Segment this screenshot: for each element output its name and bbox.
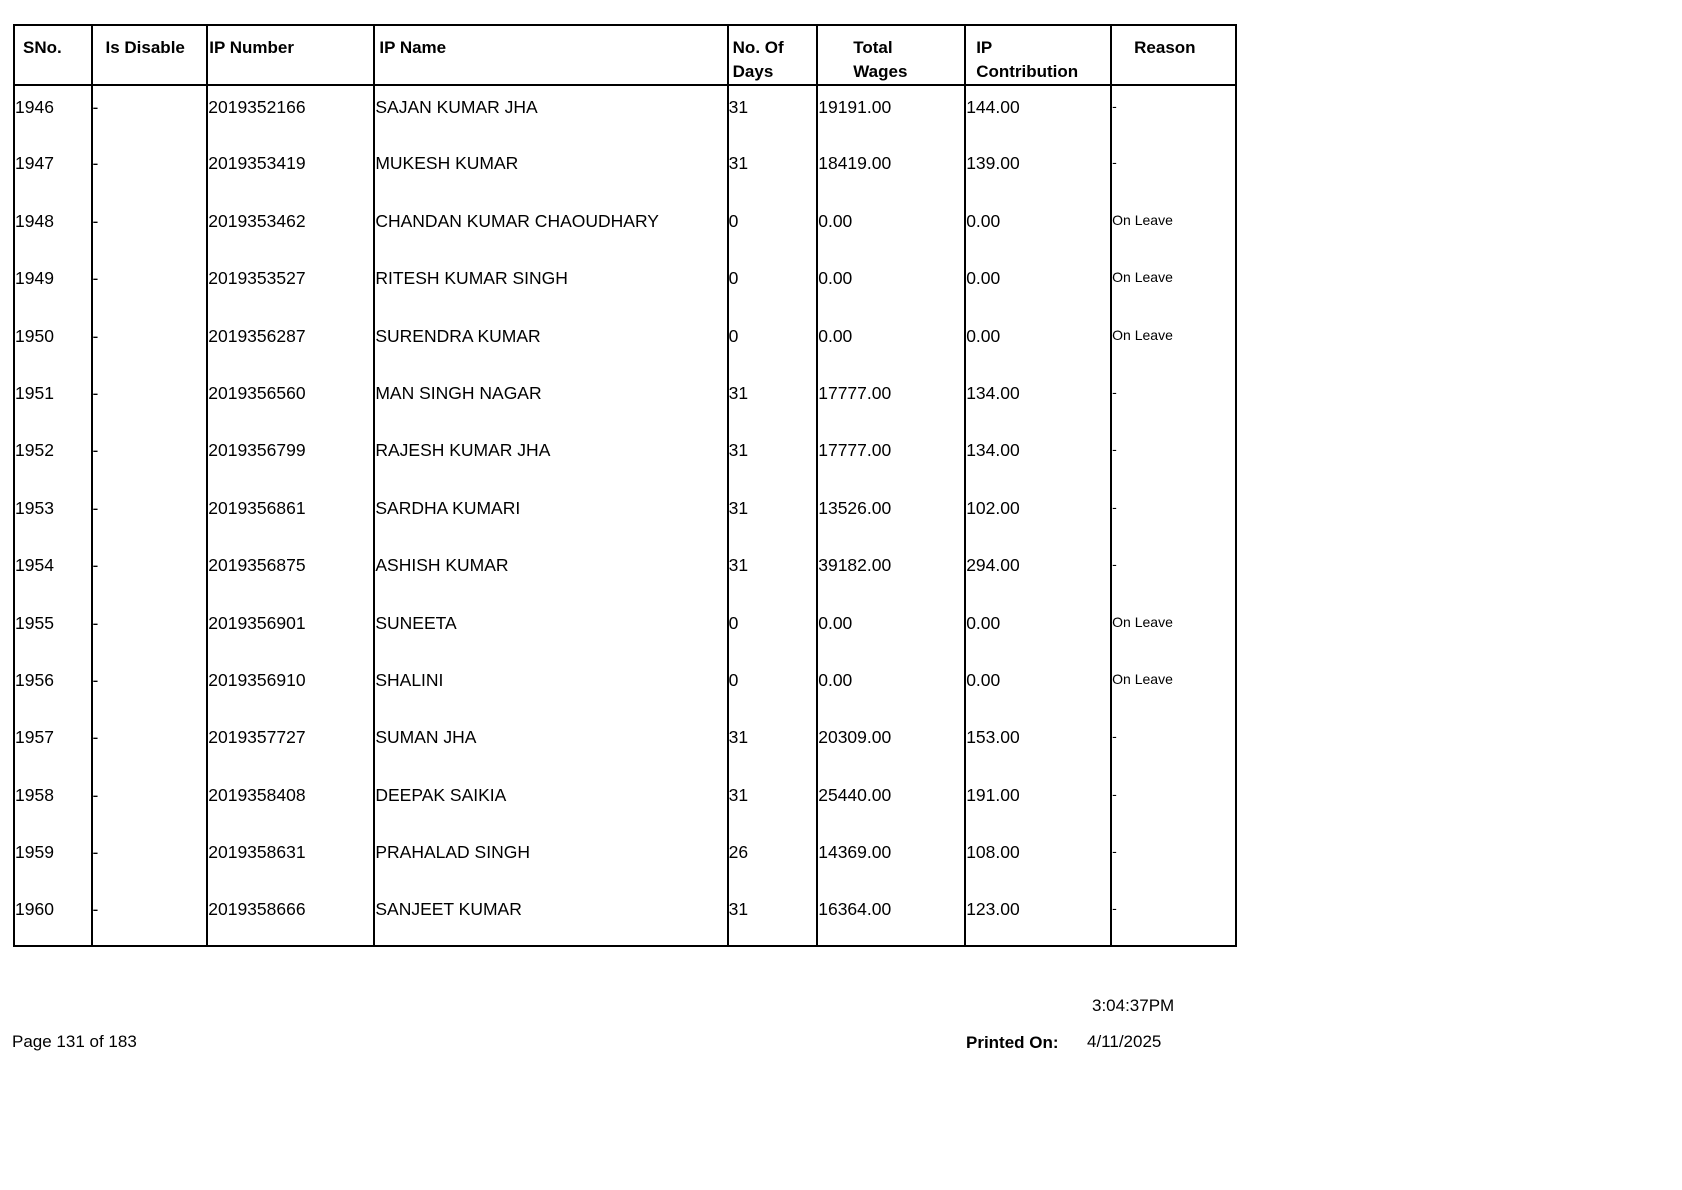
- cell-is-disable: -: [92, 429, 208, 486]
- cell-ip-name: SARDHA KUMARI: [374, 487, 727, 544]
- cell-reason: On Leave: [1111, 257, 1236, 314]
- cell-ip-number: 2019356560: [207, 372, 374, 429]
- cell-sno: 1950: [14, 315, 92, 372]
- header-sno: [14, 25, 92, 85]
- cell-days: 0: [728, 315, 818, 372]
- cell-reason: On Leave: [1111, 315, 1236, 372]
- cell-is-disable: -: [92, 831, 208, 888]
- cell-is-disable: -: [92, 544, 208, 601]
- header-contrib-line2: Contribution: [976, 62, 1079, 81]
- cell-total-wages: 0.00: [817, 200, 965, 257]
- cell-ip-number: 2019356287: [207, 315, 374, 372]
- table-row: [14, 659, 1236, 716]
- header-days: [728, 25, 818, 85]
- table-row: [14, 544, 1236, 601]
- cell-is-disable: -: [92, 257, 208, 314]
- header-ip-contribution: [965, 25, 1111, 85]
- cell-sno: 1951: [14, 372, 92, 429]
- cell-total-wages: 16364.00: [817, 888, 965, 945]
- table-row: [14, 85, 1236, 142]
- table-row: [14, 831, 1236, 888]
- cell-is-disable: -: [92, 659, 208, 716]
- cell-ip-contribution: 0.00: [965, 659, 1111, 716]
- cell-ip-contribution: 139.00: [965, 142, 1111, 199]
- header-wages-line2: Wages: [853, 62, 908, 81]
- cell-days: 31: [728, 85, 818, 142]
- cell-reason: -: [1111, 544, 1236, 601]
- cell-days: 31: [728, 716, 818, 773]
- contribution-table: [13, 24, 1237, 947]
- cell-days: 31: [728, 544, 818, 601]
- table-row: [14, 257, 1236, 314]
- cell-total-wages: 17777.00: [817, 429, 965, 486]
- table-row: [14, 774, 1236, 831]
- header-reason: [1111, 25, 1236, 85]
- header-ip-name-label: IP Name: [379, 38, 447, 57]
- cell-sno: 1956: [14, 659, 92, 716]
- cell-ip-number: 2019356875: [207, 544, 374, 601]
- cell-total-wages: 13526.00: [817, 487, 965, 544]
- cell-sno: 1946: [14, 85, 92, 142]
- cell-ip-name: PRAHALAD SINGH: [374, 831, 727, 888]
- cell-reason: -: [1111, 429, 1236, 486]
- cell-ip-contribution: 144.00: [965, 85, 1111, 142]
- cell-reason: -: [1111, 372, 1236, 429]
- cell-ip-number: 2019353527: [207, 257, 374, 314]
- cell-days: 31: [728, 372, 818, 429]
- cell-reason: -: [1111, 774, 1236, 831]
- header-wages-line1: Total: [853, 38, 893, 57]
- cell-ip-name: CHANDAN KUMAR CHAOUDHARY: [374, 200, 727, 257]
- cell-ip-number: 2019353462: [207, 200, 374, 257]
- cell-days: 0: [728, 659, 818, 716]
- cell-ip-name: SAJAN KUMAR JHA: [374, 85, 727, 142]
- cell-ip-name: MUKESH KUMAR: [374, 142, 727, 199]
- cell-is-disable: -: [92, 487, 208, 544]
- cell-sno: 1952: [14, 429, 92, 486]
- cell-ip-contribution: 294.00: [965, 544, 1111, 601]
- cell-ip-number: 2019353419: [207, 142, 374, 199]
- header-days-line1: No. Of: [732, 38, 784, 57]
- header-ip-number-label: IP Number: [209, 38, 294, 57]
- cell-days: 0: [728, 257, 818, 314]
- table-row: [14, 315, 1236, 372]
- cell-sno: 1960: [14, 888, 92, 945]
- cell-ip-number: 2019356910: [207, 659, 374, 716]
- cell-ip-name: SURENDRA KUMAR: [374, 315, 727, 372]
- cell-ip-number: 2019358631: [207, 831, 374, 888]
- cell-is-disable: -: [92, 315, 208, 372]
- cell-reason: On Leave: [1111, 200, 1236, 257]
- cell-is-disable: -: [92, 372, 208, 429]
- cell-ip-contribution: 134.00: [965, 372, 1111, 429]
- cell-ip-contribution: 0.00: [965, 200, 1111, 257]
- cell-ip-name: ASHISH KUMAR: [374, 544, 727, 601]
- cell-ip-name: SANJEET KUMAR: [374, 888, 727, 945]
- cell-total-wages: 20309.00: [817, 716, 965, 773]
- header-ip-number: [207, 25, 374, 85]
- cell-sno: 1949: [14, 257, 92, 314]
- cell-ip-number: 2019357727: [207, 716, 374, 773]
- printed-time: 3:04:37PM: [1092, 996, 1175, 1015]
- cell-reason: -: [1111, 716, 1236, 773]
- cell-ip-contribution: 134.00: [965, 429, 1111, 486]
- cell-total-wages: 39182.00: [817, 544, 965, 601]
- cell-reason: On Leave: [1111, 659, 1236, 716]
- table-row: [14, 200, 1236, 257]
- cell-days: 31: [728, 142, 818, 199]
- cell-is-disable: -: [92, 142, 208, 199]
- cell-is-disable: -: [92, 774, 208, 831]
- cell-days: 0: [728, 602, 818, 659]
- cell-ip-number: 2019352166: [207, 85, 374, 142]
- cell-ip-name: DEEPAK SAIKIA: [374, 774, 727, 831]
- cell-ip-contribution: 108.00: [965, 831, 1111, 888]
- cell-days: 0: [728, 200, 818, 257]
- cell-ip-number: 2019356799: [207, 429, 374, 486]
- header-is-disable: [92, 25, 208, 85]
- cell-total-wages: 0.00: [817, 315, 965, 372]
- cell-ip-name: SUMAN JHA: [374, 716, 727, 773]
- header-is-disable-label: Is Disable: [105, 38, 185, 57]
- header-total-wages: [817, 25, 965, 85]
- cell-ip-name: RITESH KUMAR SINGH: [374, 257, 727, 314]
- page-info: Page 131 of 183: [12, 1032, 137, 1051]
- cell-sno: 1959: [14, 831, 92, 888]
- cell-total-wages: 0.00: [817, 602, 965, 659]
- header-days-line2: Days: [732, 62, 774, 81]
- table-row: [14, 888, 1236, 945]
- cell-sno: 1955: [14, 602, 92, 659]
- cell-reason: -: [1111, 142, 1236, 199]
- cell-ip-contribution: 0.00: [965, 257, 1111, 314]
- cell-sno: 1947: [14, 142, 92, 199]
- table-row: [14, 602, 1236, 659]
- cell-days: 31: [728, 429, 818, 486]
- cell-days: 31: [728, 774, 818, 831]
- cell-is-disable: -: [92, 200, 208, 257]
- cell-ip-contribution: 0.00: [965, 315, 1111, 372]
- cell-ip-number: 2019358666: [207, 888, 374, 945]
- header-ip-name: [374, 25, 727, 85]
- cell-ip-name: SHALINI: [374, 659, 727, 716]
- cell-reason: -: [1111, 487, 1236, 544]
- cell-reason: -: [1111, 831, 1236, 888]
- cell-is-disable: -: [92, 85, 208, 142]
- cell-total-wages: 0.00: [817, 257, 965, 314]
- cell-is-disable: -: [92, 888, 208, 945]
- cell-sno: 1958: [14, 774, 92, 831]
- cell-days: 31: [728, 888, 818, 945]
- cell-ip-contribution: 123.00: [965, 888, 1111, 945]
- table-header-row: [14, 25, 1236, 85]
- cell-total-wages: 0.00: [817, 659, 965, 716]
- cell-total-wages: 18419.00: [817, 142, 965, 199]
- table-row: [14, 142, 1236, 199]
- table-row: [14, 372, 1236, 429]
- table-row: [14, 716, 1236, 773]
- header-contrib-line1: IP: [976, 38, 993, 57]
- cell-ip-contribution: 0.00: [965, 602, 1111, 659]
- cell-sno: 1954: [14, 544, 92, 601]
- printed-date: 4/11/2025: [1087, 1032, 1162, 1051]
- cell-ip-number: 2019356861: [207, 487, 374, 544]
- cell-reason: -: [1111, 85, 1236, 142]
- cell-sno: 1953: [14, 487, 92, 544]
- cell-reason: -: [1111, 888, 1236, 945]
- cell-total-wages: 19191.00: [817, 85, 965, 142]
- cell-ip-name: RAJESH KUMAR JHA: [374, 429, 727, 486]
- cell-total-wages: 25440.00: [817, 774, 965, 831]
- printed-on-label: Printed On:: [966, 1033, 1059, 1052]
- header-reason-label: Reason: [1134, 38, 1196, 57]
- table-row: [14, 429, 1236, 486]
- cell-total-wages: 14369.00: [817, 831, 965, 888]
- cell-reason: On Leave: [1111, 602, 1236, 659]
- cell-sno: 1948: [14, 200, 92, 257]
- cell-sno: 1957: [14, 716, 92, 773]
- cell-ip-number: 2019358408: [207, 774, 374, 831]
- cell-days: 26: [728, 831, 818, 888]
- cell-ip-name: MAN SINGH NAGAR: [374, 372, 727, 429]
- cell-is-disable: -: [92, 602, 208, 659]
- cell-ip-name: SUNEETA: [374, 602, 727, 659]
- cell-total-wages: 17777.00: [817, 372, 965, 429]
- header-sno-label: SNo.: [23, 38, 62, 57]
- table-row: [14, 487, 1236, 544]
- cell-ip-number: 2019356901: [207, 602, 374, 659]
- cell-ip-contribution: 153.00: [965, 716, 1111, 773]
- cell-ip-contribution: 191.00: [965, 774, 1111, 831]
- cell-days: 31: [728, 487, 818, 544]
- cell-ip-contribution: 102.00: [965, 487, 1111, 544]
- cell-is-disable: -: [92, 716, 208, 773]
